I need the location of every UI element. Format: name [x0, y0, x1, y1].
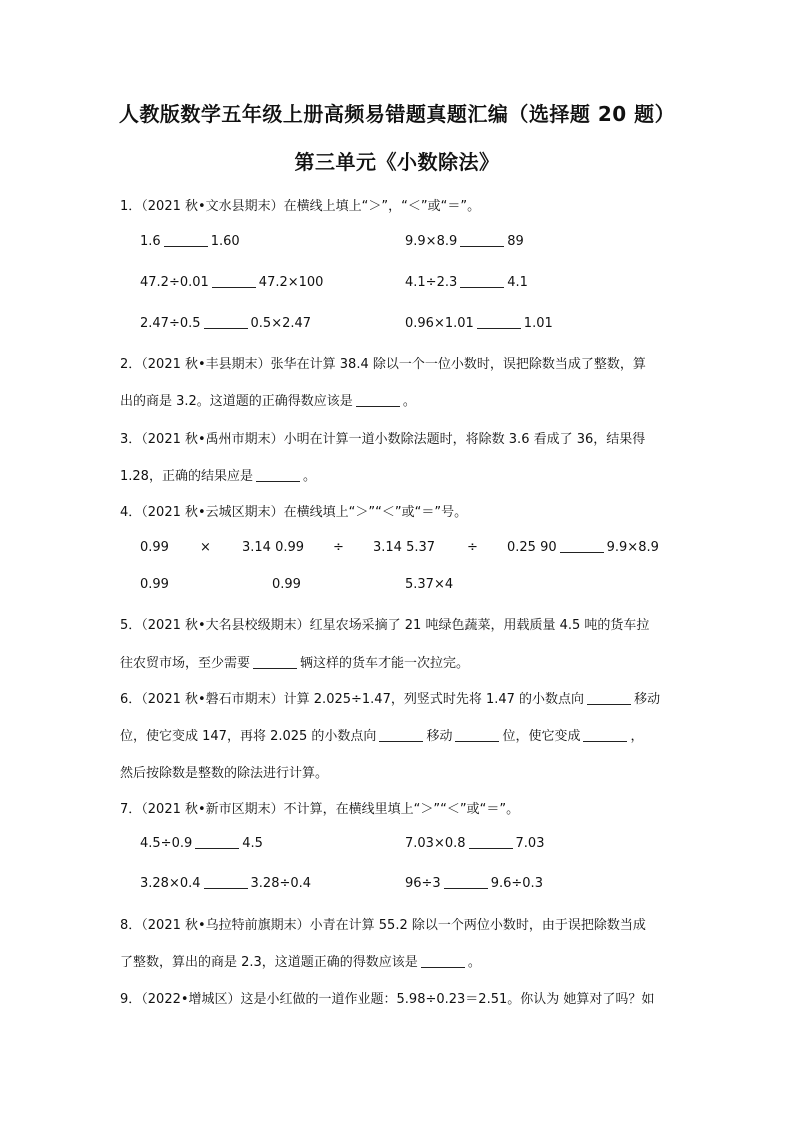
- answer-blank[interactable]: [195, 836, 239, 849]
- page-title: 人教版数学五年级上册高频易错题真题汇编（选择题 20 题）: [118, 102, 676, 126]
- question-4-stem: 4．（2021 秋•云城区期末）在横线填上“＞”“＜”或“＝”号。: [120, 505, 468, 520]
- question-6-line-1: 6．（2021 秋•磐石市期末）计算 2.025÷1.47，列竖式时先将 1.47 的小数点向 移动: [120, 692, 661, 707]
- answer-blank[interactable]: [469, 836, 513, 849]
- answer-blank[interactable]: [560, 540, 604, 553]
- answer-blank[interactable]: [356, 394, 400, 407]
- page-subtitle: 第三单元《小数除法》: [294, 150, 500, 174]
- question-9-line-1: 9．（2022•增城区）这是小红做的一道作业题：5.98÷0.23＝2.51。你认为 她算对了吗？如: [120, 992, 655, 1007]
- answer-blank[interactable]: [164, 234, 208, 247]
- answer-blank[interactable]: [587, 692, 631, 705]
- question-6-line-3: 然后按除数是整数的除法进行计算。: [120, 766, 329, 781]
- q1-item-6: 0.96×1.01 1.01: [405, 316, 553, 331]
- q4-text-b1: 0.99: [140, 577, 169, 592]
- q4-text-a3: 3.14 0.99: [242, 540, 305, 555]
- q1-item-2: 9.9×8.9 89: [405, 234, 524, 249]
- q4-text-a5: 3.14 5.37: [373, 540, 436, 555]
- answer-blank[interactable]: [460, 275, 504, 288]
- q4-text-b3: 5.37×4: [405, 577, 454, 592]
- answer-blank[interactable]: [583, 729, 627, 742]
- question-8-line-1: 8．（2021 秋•乌拉特前旗期末）小青在计算 55.2 除以一个两位小数时，由于误把除数当成: [120, 918, 646, 933]
- answer-blank[interactable]: [204, 876, 248, 889]
- question-8-line-2: 了整数，算出的商是 2.3，这道题正确的得数应该是 。: [120, 955, 481, 970]
- question-6-line-2: 位，使它变成 147，再将 2.025 的小数点向 移动 位，使它变成 ，: [120, 729, 644, 744]
- q4-item-4: 0.25 90 9.9×8.9: [507, 540, 659, 555]
- q4-text-a4: ÷: [333, 540, 344, 555]
- q1-item-5: 2.47÷0.5 0.5×2.47: [140, 316, 312, 331]
- q4-text-a6: ÷: [467, 540, 478, 555]
- q4-text-a1: 0.99: [140, 540, 169, 555]
- question-1-stem: 1．（2021 秋•文水县期末）在横线上填上“＞”，“＜”或“＝”。: [120, 199, 481, 214]
- question-7-stem: 7．（2021 秋•新市区期末）不计算，在横线里填上“＞”“＜”或“＝”。: [120, 802, 520, 817]
- answer-blank[interactable]: [444, 876, 488, 889]
- q7-item-1: 4.5÷0.9 4.5: [140, 836, 263, 851]
- q4-text-a2: ×: [200, 540, 211, 555]
- answer-blank[interactable]: [421, 955, 465, 968]
- answer-blank[interactable]: [477, 316, 521, 329]
- answer-blank[interactable]: [455, 729, 499, 742]
- q4-text-b2: 0.99: [272, 577, 301, 592]
- answer-blank[interactable]: [204, 316, 248, 329]
- question-5-line-1: 5．（2021 秋•大名县校级期末）红星农场采摘了 21 吨绿色蔬菜，用载质量 4.5 吨的货车拉: [120, 618, 650, 633]
- question-2-line-2: 出的商是 3.2。这道题的正确得数应该是 。: [120, 394, 416, 409]
- answer-blank[interactable]: [212, 275, 256, 288]
- answer-blank[interactable]: [253, 656, 297, 669]
- question-3-line-2: 1.28，正确的结果应是 。: [120, 469, 316, 484]
- q1-item-3: 47.2÷0.01 47.2×100: [140, 275, 324, 290]
- question-2-line-1: 2．（2021 秋•丰县期末）张华在计算 38.4 除以一个一位小数时，误把除数当成了整数，算: [120, 357, 646, 372]
- answer-blank[interactable]: [460, 234, 504, 247]
- q7-item-2: 7.03×0.8 7.03: [405, 836, 545, 851]
- q7-item-3: 3.28×0.4 3.28÷0.4: [140, 876, 312, 891]
- question-3-line-1: 3．（2021 秋•禹州市期末）小明在计算一道小数除法题时，将除数 3.6 看成了 36，结果得: [120, 432, 646, 447]
- question-5-line-2: 往农贸市场，至少需要 辆这样的货车才能一次拉完。: [120, 656, 470, 671]
- q1-item-4: 4.1÷2.3 4.1: [405, 275, 528, 290]
- answer-blank[interactable]: [256, 469, 300, 482]
- answer-blank[interactable]: [379, 729, 423, 742]
- q1-item-1: 1.6 1.60: [140, 234, 240, 249]
- q7-item-4: 96÷3 9.6÷0.3: [405, 876, 543, 891]
